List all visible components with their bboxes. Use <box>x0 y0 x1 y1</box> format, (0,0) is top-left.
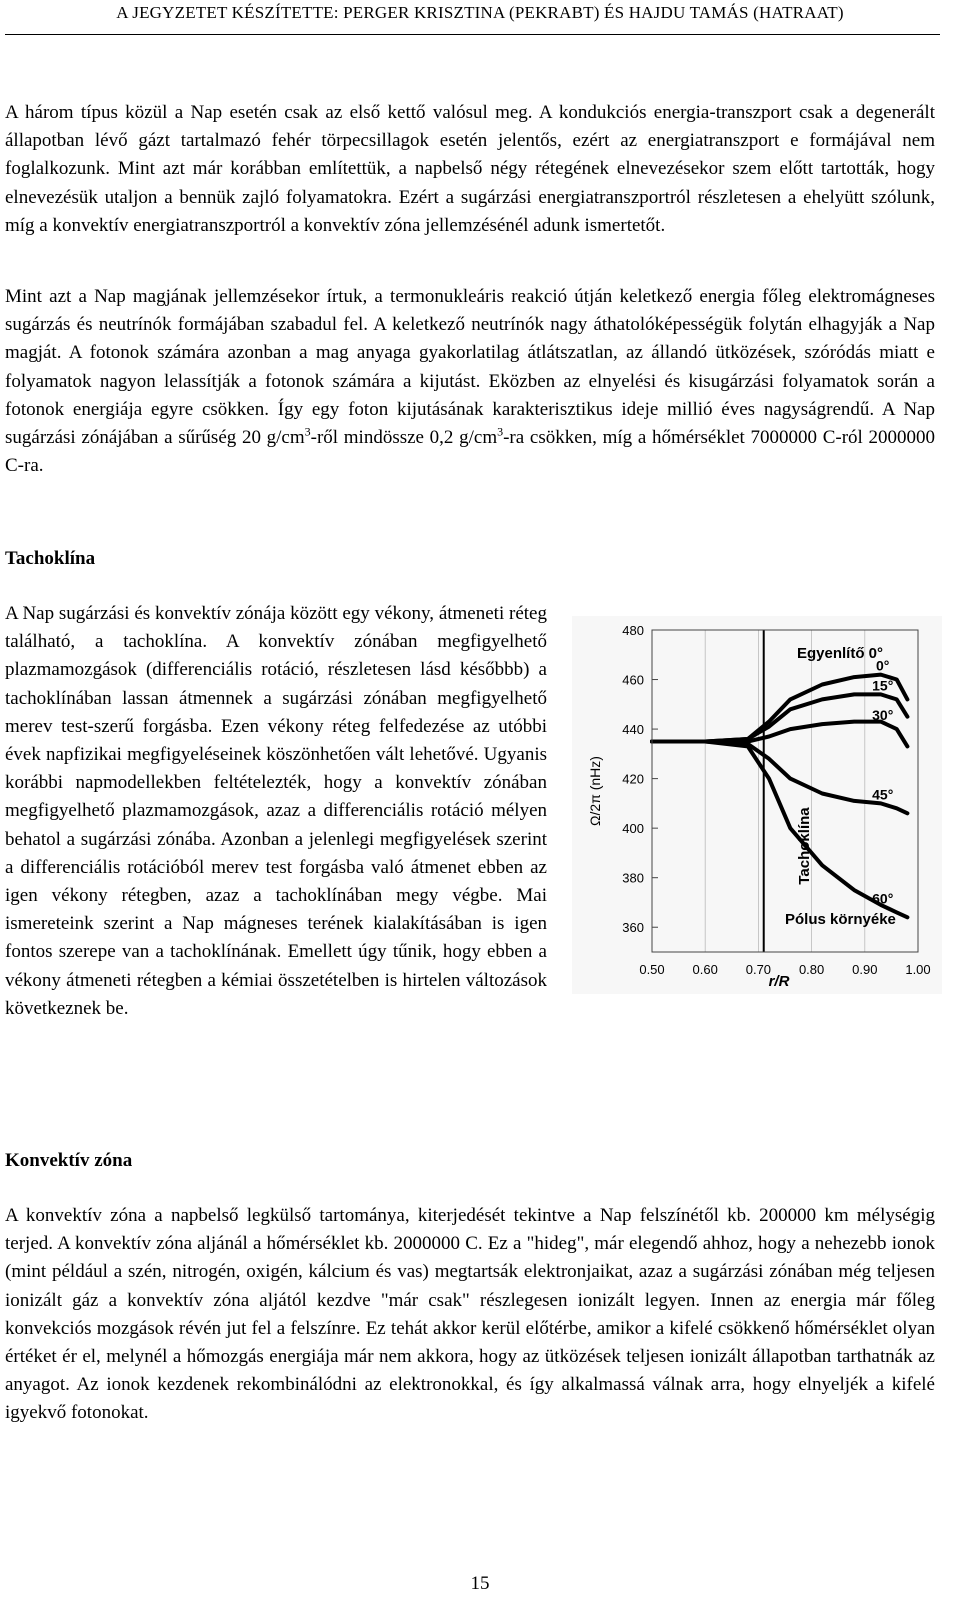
series-label: 45° <box>872 786 894 803</box>
label-pole: Pólus környéke <box>785 911 896 928</box>
x-tick-label: 0.70 <box>745 962 772 977</box>
y-tick-label: 460 <box>622 672 644 688</box>
running-header: A JEGYZETET KÉSZÍTETTE: PERGER KRISZTINA (PEKRABT) ÉS HAJDU TAMÁS (HATRAAT) <box>116 3 844 22</box>
superscript-3a: 3 <box>304 424 311 439</box>
label-equator: Egyenlítő 0° <box>797 645 884 662</box>
paragraph-text-part3: -ra csökken, míg a hőmérséklet 7000000 C-ról 2000000 C-ra. <box>5 427 935 477</box>
paragraph-radiative-zone <box>5 283 935 480</box>
tachocline-text: A Nap sugárzási és konvektív zónája között egy vékony, átmeneti réteg található, a tachoklína. A konvektív zónában megfigyelhető plazmamozgások (differenciális rotáció, részletesen lásd későbbb) a tachoklínában lassan átmennek a sugárzási zónában megfigyelhető merev test-szerű forgásba. Ezen vékony réteg felfedezése az utóbbi évek napfizikai megfigyeléseinek köszönhetően vált lehetővé. Ugyanis korábbi napmodellekben feltételezték, hogy a konvektív zónában megfigyelhető plazmamozgások, azaz a differenciális rotáció mélyen behatol a sugárzási zónába. Azonban a jelenlegi megfigyelések szerint a differenciális rotációból merev test forgásba való átmenet ebben az igen vékony rétegben, azaz a tachoklínában megy végbe. Mai ismereteink szerint a Nap mágneses terének kialakításában is igen fontos szerepe van a tachoklínának. Emellett úgy tűnik, hogy ebben a vékony átmeneti rétegben a kémiai összetételben is hirtelen változások következnek be. <box>5 603 547 1019</box>
series-label: 0° <box>876 657 890 674</box>
paragraph-text-part1: Mint azt a Nap magjának jellemzésekor írtuk, a termonukleáris reakció útján keletkező energia főleg elektromágneses sugárzás és neutrínók formájában szabadul fel. A keletkező neutrínók nagy áthatolóképességük folytán elhagyják a Nap magját. A fotonok számára azonban a mag anyaga gyakorlatilag átlátszatlan, az állandó ütközések, szóródás miatt e folyamatok nagyon lelassítják a fotonok számára a kijutást. Eközben az elnyelési és kisugárzási folyamatok során a fotonok energiája egyre csökken. Így egy foton kijutásának karakterisztikus ideje millió éves nagyságrendű. A Nap sugárzási zónájában a sűrűség 20 g/cm <box>5 286 935 449</box>
series-label: 60° <box>872 890 894 907</box>
y-tick-label: 480 <box>622 623 644 638</box>
rotation-rate-figure <box>572 616 942 994</box>
x-tick-label: 0.90 <box>852 962 878 977</box>
superscript-3b: 3 <box>497 424 504 439</box>
paragraph-convective-zone: A konvektív zóna a napbelső legkülső tartománya, kiterjedését tekintve a Nap felszínétől kb. 200000 km mélységig terjed. A konvektív zóna aljánál a hőmérséklet kb. 2000000 C. Ez a "hideg", már elegendő ahhoz, hogy a nehezebb ionok (mint például a szén, nitrogén, oxigén, kálcium és vas) megtartsák elektronjaikat, azaz a sugárzási zónában még teljesen ionizált gáz a konvektív zóna aljától kezdve "már csak" részlegesen ionizált legyen. Innen az energia már főleg konvekciós mozgások révén jut fel a felszínre. Ez tehát akkor kerül előtérbe, amikor a kifelé csökkenő hőmérséklet olyan értéket ér el, melynél a hőmozgás energiája már nem akkora, hogy az ütközések teljesen ionizált állapotban tarthatnák az anyagot. Az ionok kezdenek rekombinálódni az elektronokkal, és így alkalmassá válnak arra, hogy elnyeljék a kifelé igyekvő fotonokat. <box>5 1205 935 1424</box>
heading-convective-zone: Konvektív zóna <box>5 1150 133 1171</box>
page-number: 15 <box>470 1573 490 1594</box>
y-tick-label: 440 <box>622 722 644 738</box>
x-tick-label: 0.80 <box>798 962 825 977</box>
y-axis-label: Ω/2π (nHz) <box>587 756 603 826</box>
heading-tachocline: Tachoklína <box>5 548 96 569</box>
x-tick-label: 0.60 <box>692 962 718 977</box>
y-tick-label: 380 <box>622 870 644 886</box>
x-tick-label: 0.50 <box>639 962 665 977</box>
series-label: 30° <box>872 707 894 724</box>
x-tick-label: 1.00 <box>905 962 931 977</box>
y-tick-label: 360 <box>622 920 644 936</box>
label-tachocline: Tachoklína <box>796 807 813 885</box>
paragraph-text-part2: -ről mindössze 0,2 g/cm <box>310 427 498 449</box>
series-label: 15° <box>872 677 894 694</box>
header-rule <box>5 34 940 35</box>
x-axis-label: r/R <box>768 973 790 990</box>
y-tick-label: 400 <box>622 821 644 837</box>
paragraph-intro: A három típus közül a Nap esetén csak az első kettő valósul meg. A kondukciós energia-transzport csak a degenerált állapotban lévő gázt tartalmazó fehér törpecsillagok esetén jelentős, ezért az energiatranszport e formájával nem foglalkozunk. Mint azt már korábban említettük, a napbelső négy rétegének elnevezésekor szem előtt tartották, hogy elnevezésük utaljon a bennük zajló folyamatokra. Ezért a sugárzási energiatranszportról részletesen a ehelyütt szólunk, míg a konvektív energiatranszportról a konvektív zóna jellemzésénél adunk ismertetőt. <box>5 102 935 236</box>
y-tick-label: 420 <box>622 771 644 787</box>
